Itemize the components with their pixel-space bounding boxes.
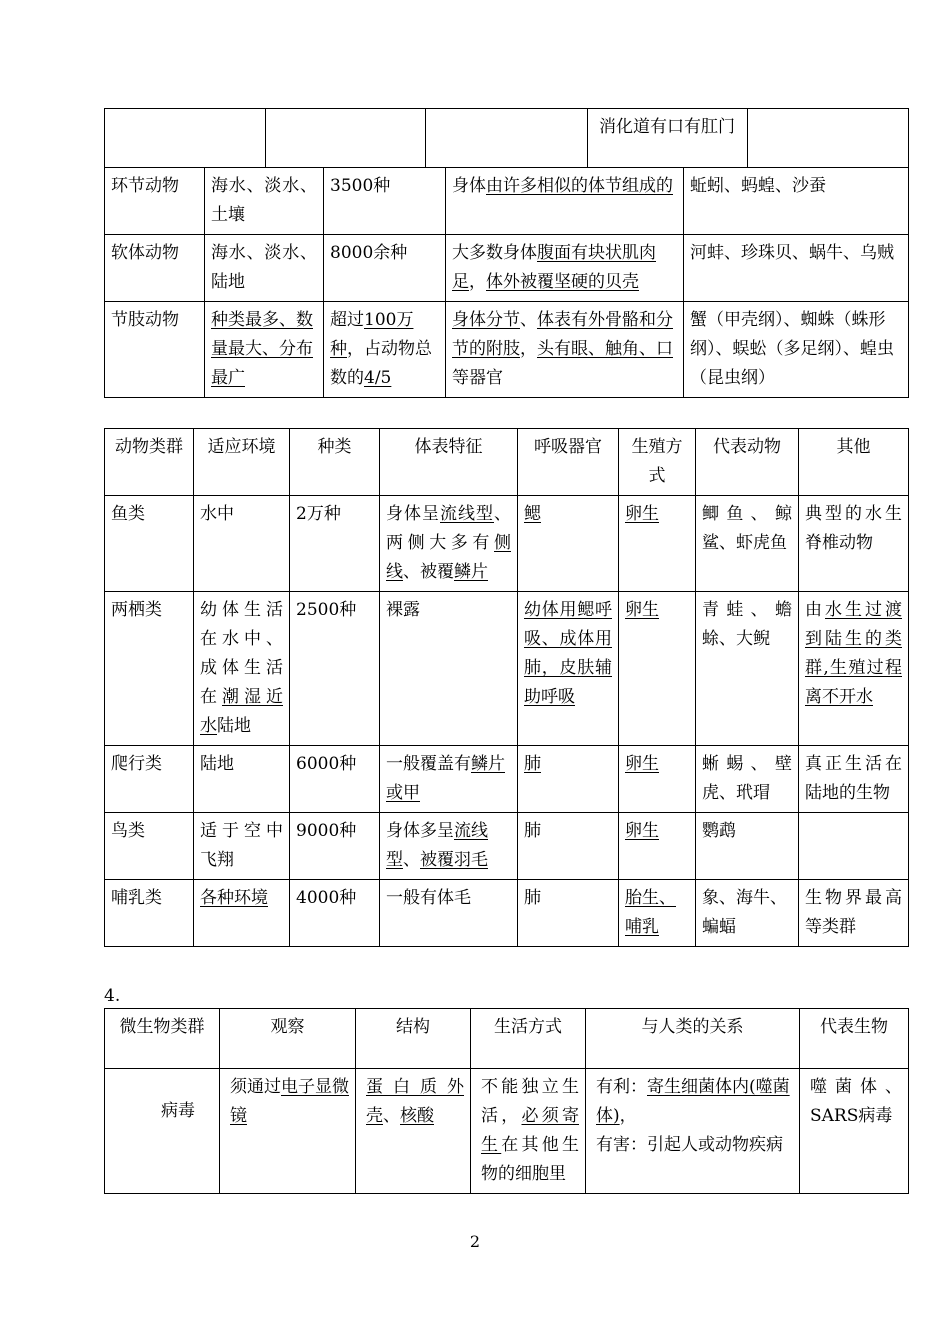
- table-row: [105, 592, 909, 746]
- env-cell: 水中: [194, 496, 290, 592]
- table-row: [105, 746, 909, 813]
- breath-cell: 幼体用鳃呼吸、成体用肺，皮肤辅助呼吸: [518, 592, 619, 746]
- examples-cell: 青蛙、蟾蜍、大鲵: [696, 592, 799, 746]
- env-cell: 各种环境: [194, 880, 290, 947]
- life-cell: 不能独立生活，必须寄生在其他生物的细胞里: [471, 1069, 586, 1194]
- examples-cell: 河蚌、珍珠贝、蜗牛、乌贼: [684, 235, 909, 302]
- breath-cell: 肺: [518, 813, 619, 880]
- empty-cell: [265, 109, 425, 167]
- table-row: [105, 109, 909, 168]
- group-cell: 环节动物: [105, 168, 205, 235]
- table-row: [105, 168, 909, 235]
- column-header: 微生物类群: [105, 1009, 220, 1069]
- table-row: [105, 496, 909, 592]
- feature-cell: 一般有体毛: [380, 880, 518, 947]
- examples-cell: 鲫鱼、鲸鲨、虾虎鱼: [696, 496, 799, 592]
- env-cell: 海水、淡水、土壤: [205, 168, 324, 235]
- count-cell: 2500种: [290, 592, 380, 746]
- table-row: [105, 880, 909, 947]
- breath-cell: 肺: [518, 746, 619, 813]
- other-cell: 由水生过渡到陆生的类群,生殖过程离不开水: [799, 592, 909, 746]
- column-header: 适应环境: [194, 429, 290, 496]
- column-header: 生殖方式: [619, 429, 696, 496]
- examples-cell: 噬菌体、SARS病毒: [800, 1069, 909, 1194]
- examples-cell: 蟹（甲壳纲）、蜘蛛（蛛形纲）、蜈蚣（多足纲）、蝗虫（昆虫纲）: [684, 302, 909, 398]
- repro-cell: 卵生: [619, 496, 696, 592]
- env-cell: 海水、淡水、陆地: [205, 235, 324, 302]
- group-cell: 软体动物: [105, 235, 205, 302]
- column-header: 体表特征: [380, 429, 518, 496]
- env-cell: 种类最多、数量最大、分布最广: [205, 302, 324, 398]
- relation-cell: [586, 1069, 800, 1194]
- table-row: [105, 813, 909, 880]
- section-number: 4.: [104, 986, 121, 1006]
- feature-cell: 消化道有口有肛门: [587, 109, 747, 167]
- repro-cell: 卵生: [619, 592, 696, 746]
- repro-cell: 卵生: [619, 746, 696, 813]
- count-cell: 4000种: [290, 880, 380, 947]
- count-cell: 9000种: [290, 813, 380, 880]
- count-cell: 8000余种: [324, 235, 446, 302]
- examples-cell: 象、海牛、蝙蝠: [696, 880, 799, 947]
- feature-cell: 大多数身体腹面有块状肌肉足，体外被覆坚硬的贝壳: [446, 235, 684, 302]
- empty-cell: [747, 109, 908, 167]
- feature-cell: 一般覆盖有鳞片或甲: [380, 746, 518, 813]
- page-number: 2: [469, 1232, 481, 1251]
- feature-cell: 身体呈流线型、两侧大多有侧线、被覆鳞片: [380, 496, 518, 592]
- other-cell: [799, 813, 909, 880]
- feature-cell: 身体分节、体表有外骨骼和分节的附肢，头有眼、触角、口等器官: [446, 302, 684, 398]
- repro-cell: 胎生、哺乳: [619, 880, 696, 947]
- table-row: [105, 302, 909, 398]
- continuation-row: [105, 109, 908, 167]
- group-cell: 鱼类: [105, 496, 194, 592]
- column-header: 代表生物: [800, 1009, 909, 1069]
- breath-cell: 鳃: [518, 496, 619, 592]
- column-header: 呼吸器官: [518, 429, 619, 496]
- feature-cell: 身体由许多相似的体节组成的: [446, 168, 684, 235]
- column-header: 其他: [799, 429, 909, 496]
- column-header: 种类: [290, 429, 380, 496]
- column-header: 结构: [356, 1009, 471, 1069]
- invertebrate-table: [104, 108, 909, 398]
- count-cell: 3500种: [324, 168, 446, 235]
- microbe-table: [104, 1008, 909, 1194]
- column-header: 与人类的关系: [586, 1009, 800, 1069]
- examples-cell: 蜥蜴、壁虎、玳瑁: [696, 746, 799, 813]
- header-row: [105, 429, 909, 496]
- examples-cell: 鹦鹉: [696, 813, 799, 880]
- other-cell: 典型的水生脊椎动物: [799, 496, 909, 592]
- other-cell: 生物界最高等类群: [799, 880, 909, 947]
- count-cell: 2万种: [290, 496, 380, 592]
- env-cell: 幼体生活在水中、成体生活在潮湿近水陆地: [194, 592, 290, 746]
- feature-cell: 裸露: [380, 592, 518, 746]
- env-cell: 陆地: [194, 746, 290, 813]
- harm-line: 有害：引起人或动物疾病: [596, 1135, 783, 1155]
- count-cell: 6000种: [290, 746, 380, 813]
- group-cell: 爬行类: [105, 746, 194, 813]
- other-cell: 真正生活在陆地的生物: [799, 746, 909, 813]
- count-cell: 超过100万种，占动物总数的4/5: [324, 302, 446, 398]
- group-cell: 哺乳类: [105, 880, 194, 947]
- header-row: [105, 1009, 909, 1069]
- table-row: [105, 1069, 909, 1194]
- examples-cell: 蚯蚓、蚂蝗、沙蚕: [684, 168, 909, 235]
- table-row: [105, 235, 909, 302]
- group-cell: 节肢动物: [105, 302, 205, 398]
- column-header: 动物类群: [105, 429, 194, 496]
- column-header: 代表动物: [696, 429, 799, 496]
- observe-cell: 须通过电子显微镜: [220, 1069, 356, 1194]
- group-cell: 鸟类: [105, 813, 194, 880]
- repro-cell: 卵生: [619, 813, 696, 880]
- breath-cell: 肺: [518, 880, 619, 947]
- empty-cell: [425, 109, 587, 167]
- column-header: 观察: [220, 1009, 356, 1069]
- empty-cell: [105, 109, 265, 167]
- feature-cell: 身体多呈流线型、被覆羽毛: [380, 813, 518, 880]
- benefit-line: 有利：寄生细菌体内(噬菌体)，: [596, 1077, 790, 1126]
- column-header: 生活方式: [471, 1009, 586, 1069]
- group-cell: 两栖类: [105, 592, 194, 746]
- env-cell: 适于空中飞翔: [194, 813, 290, 880]
- structure-cell: 蛋白质外壳、核酸: [356, 1069, 471, 1194]
- group-cell: 病毒: [105, 1069, 220, 1194]
- vertebrate-table: [104, 428, 909, 947]
